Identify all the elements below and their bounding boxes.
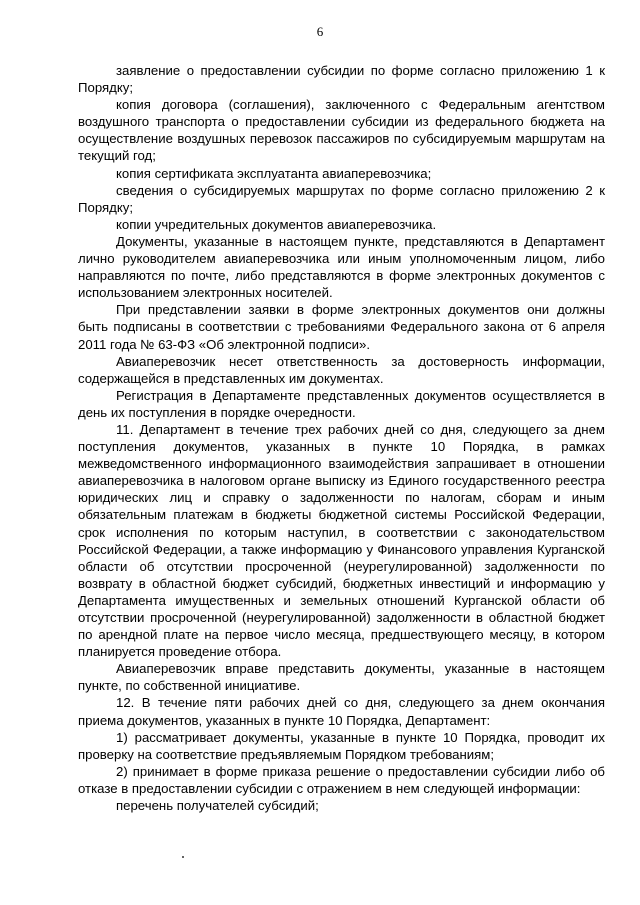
paragraph-application: заявление о предоставлении субсидии по форме согласно приложению 1 к Порядку; — [78, 63, 605, 96]
paragraph-routes-info: сведения о субсидируемых маршрутах по форме согласно приложению 2 к Порядку; — [78, 182, 605, 215]
paragraph-clause-12: 12. В течение пяти рабочих дней со дня, следующего за днем окончания приема документов, указанных в пункте 10 Порядка, Департамент: — [78, 695, 605, 728]
body-text — [78, 62, 605, 814]
paragraph-registration: Регистрация в Департаменте представленных документов осуществляется в день их поступления в порядке очередности. — [78, 387, 605, 420]
page-number: 6 — [316, 24, 324, 39]
paragraph-submission-method: Документы, указанные в настоящем пункте, представляются в Департамент лично руководителем авиаперевозчика или иным уполномоченным лицом, либо направляются по почте, либо представляются в форме электронных документов с использованием электронных носителей. — [78, 233, 605, 301]
paragraph-contract-copy: копия договора (соглашения), заключенного с Федеральным агентством воздушного транспорта о предоставлении субсидии из федерального бюджета на осуществление воздушных перевозок пассажиров по субсидируемым маршрутам на текущий год; — [78, 97, 605, 164]
paragraph-electronic-signature: При представлении заявки в форме электронных документов они должны быть подписаны в соответствии с требованиями Федерального закона от 6 апреля 2011 года № 63-ФЗ «Об электронной подписи». — [78, 302, 605, 352]
paragraph-item-2: 2) принимает в форме приказа решение о предоставлении субсидии либо об отказе в предоставлении субсидии с отражением в нем следующей информации: — [78, 763, 605, 796]
paragraph-certificate-copy: копия сертификата эксплуатанта авиаперевозчика; — [116, 165, 432, 181]
paragraph-own-initiative: Авиаперевозчик вправе представить документы, указанные в настоящем пункте, по собственной инициативе. — [78, 661, 605, 694]
paragraph-responsibility: Авиаперевозчик несет ответственность за достоверность информации, содержащейся в представленных им документах. — [78, 353, 605, 386]
paragraph-clause-11: 11. Департамент в течение трех рабочих дней со дня, следующего за днем поступления документов, указанных в пункте 10 Порядка, в рамках межведомственного информационного взаимодействия запрашивает в отношении авиаперевозчика в налоговом органе выписку из Единого государственного реестра юридических лиц и справку о задолженности по налогам, сборам и иным обязательным платежам в бюджеты бюджетной системы Российской Федерации, срок исполнения по которым наступил, в соответствии с законодательством Российской Федерации, а также информацию у Финансового управления Курганской области об отсутствии просроченной (неурегулированной) задолженности по возврату в областной бюджет субсидий, бюджетных инвестиций и информацию у Департамента имущественных и земельных отношений Курганской области об отсутствии просроченной (неурегулированной) задолженности в областной бюджет по арендной плате на первое число месяца, предшествующего месяцу, в котором планируется проведение отбора. — [78, 421, 605, 660]
paragraph-item-1: 1) рассматривает документы, указанные в пункте 10 Порядка, проводит их проверку на соответствие предъявляемым Порядком требованиям; — [78, 729, 605, 762]
paragraph-founding-docs: копии учредительных документов авиаперевозчика. — [116, 216, 437, 232]
paragraph-recipients-list: перечень получателей субсидий; — [116, 798, 319, 814]
stray-mark — [182, 856, 184, 858]
